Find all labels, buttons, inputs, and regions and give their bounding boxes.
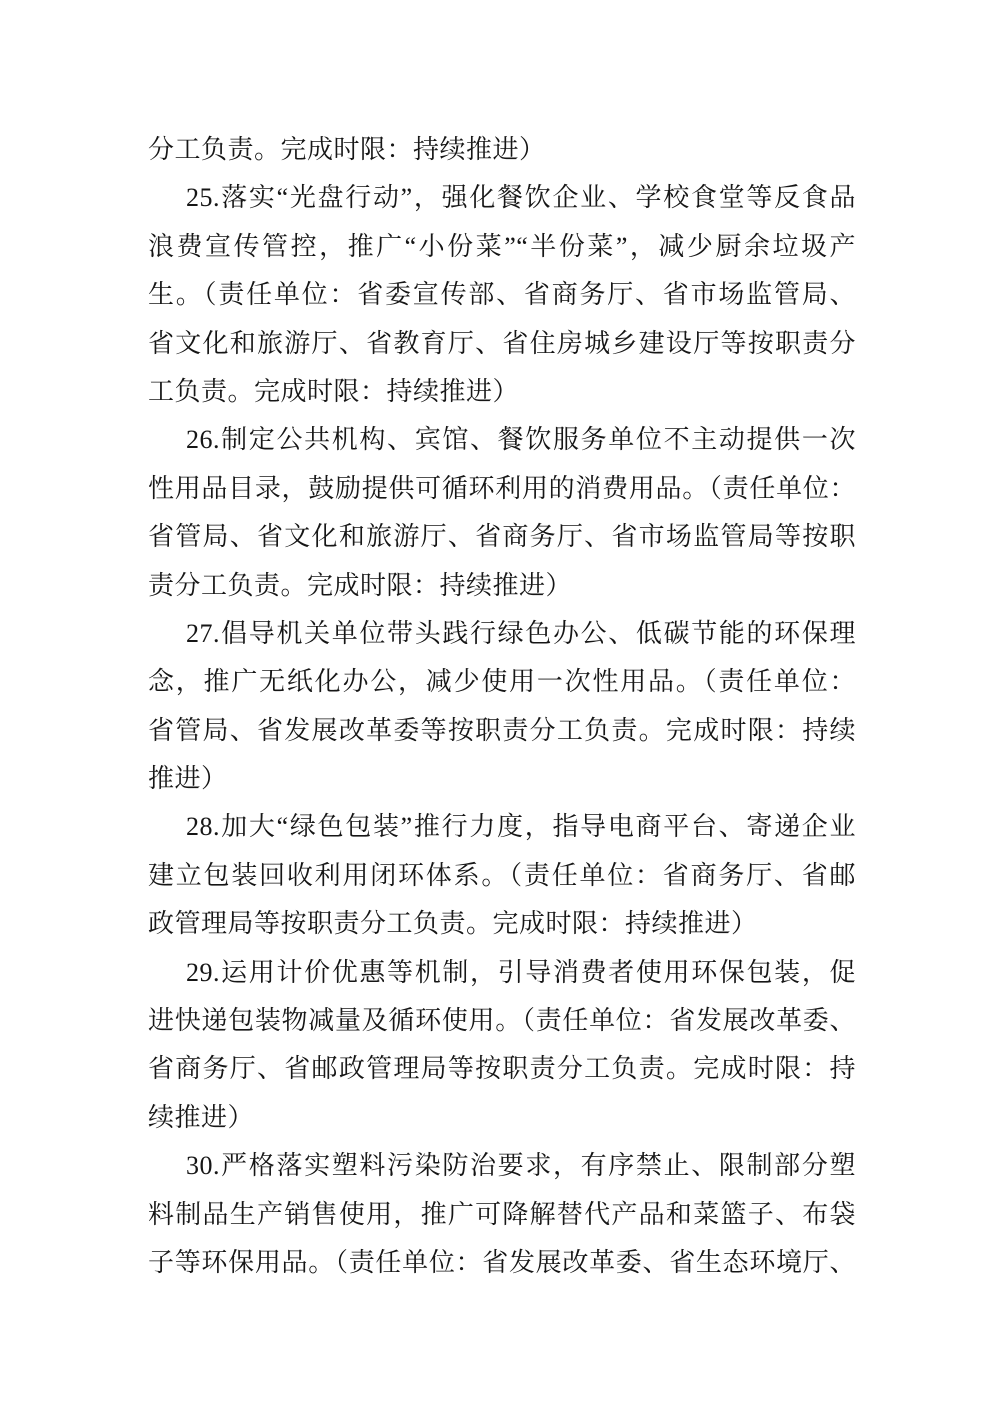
text-line: 25.落实“光盘行动”，强化餐饮企业、学校食堂等反食品 [186, 183, 856, 213]
text-line: 省管局、省发展改革委等按职责分工负责。完成时限：持续 [148, 715, 856, 745]
text-line: 子等环保用品。（责任单位：省发展改革委、省生态环境厅、 [148, 1247, 856, 1277]
text-line: 30.严格落实塑料污染防治要求，有序禁止、限制部分塑 [186, 1151, 856, 1181]
text-line: 工负责。完成时限：持续推进） [148, 376, 520, 406]
text-line: 浪费宣传管控，推广“小份菜”“半份菜”，减少厨余垃圾产 [148, 231, 856, 261]
paragraph-item-25 [148, 174, 856, 416]
text-line: 进快递包装物减量及循环使用。（责任单位：省发展改革委、 [148, 1006, 856, 1036]
text-line: 29.运用计价优惠等机制，引导消费者使用环保包装，促 [186, 957, 856, 987]
text-line: 建立包装回收利用闭环体系。（责任单位：省商务厅、省邮 [148, 860, 856, 890]
text-line: 料制品生产销售使用，推广可降解替代产品和菜篮子、布袋 [148, 1199, 856, 1229]
paragraph-item-26 [148, 416, 856, 610]
paragraph-item-24-continuation [148, 126, 856, 174]
text-line: 分工负责。完成时限：持续推进） [148, 135, 546, 164]
text-line: 26.制定公共机构、宾馆、餐饮服务单位不主动提供一次 [186, 425, 856, 455]
text-line: 27.倡导机关单位带头践行绿色办公、低碳节能的环保理 [186, 618, 856, 648]
text-line: 省商务厅、省邮政管理局等按职责分工负责。完成时限：持 [148, 1054, 856, 1084]
text-line: 政管理局等按职责分工负责。完成时限：持续推进） [148, 909, 758, 939]
text-line: 省管局、省文化和旅游厅、省商务厅、省市场监管局等按职 [148, 522, 856, 552]
text-line: 念，推广无纸化办公，减少使用一次性用品。（责任单位： [148, 667, 856, 697]
text-line: 责分工负责。完成时限：持续推进） [148, 570, 573, 600]
text-line: 28.加大“绿色包装”推行力度，指导电商平台、寄递企业 [186, 812, 856, 842]
text-line: 推进） [148, 764, 228, 794]
text-line: 性用品目录，鼓励提供可循环利用的消费用品。（责任单位： [148, 473, 856, 503]
paragraph-item-28 [148, 803, 856, 948]
paragraph-item-27 [148, 610, 856, 804]
text-line: 省文化和旅游厅、省教育厅、省住房城乡建设厅等按职责分 [148, 328, 856, 358]
text-line: 生。（责任单位：省委宣传部、省商务厅、省市场监管局、 [148, 280, 856, 310]
paragraph-item-30 [148, 1142, 856, 1287]
text-block [148, 126, 856, 1287]
paragraph-item-29 [148, 949, 856, 1143]
text-line: 续推进） [148, 1102, 255, 1132]
